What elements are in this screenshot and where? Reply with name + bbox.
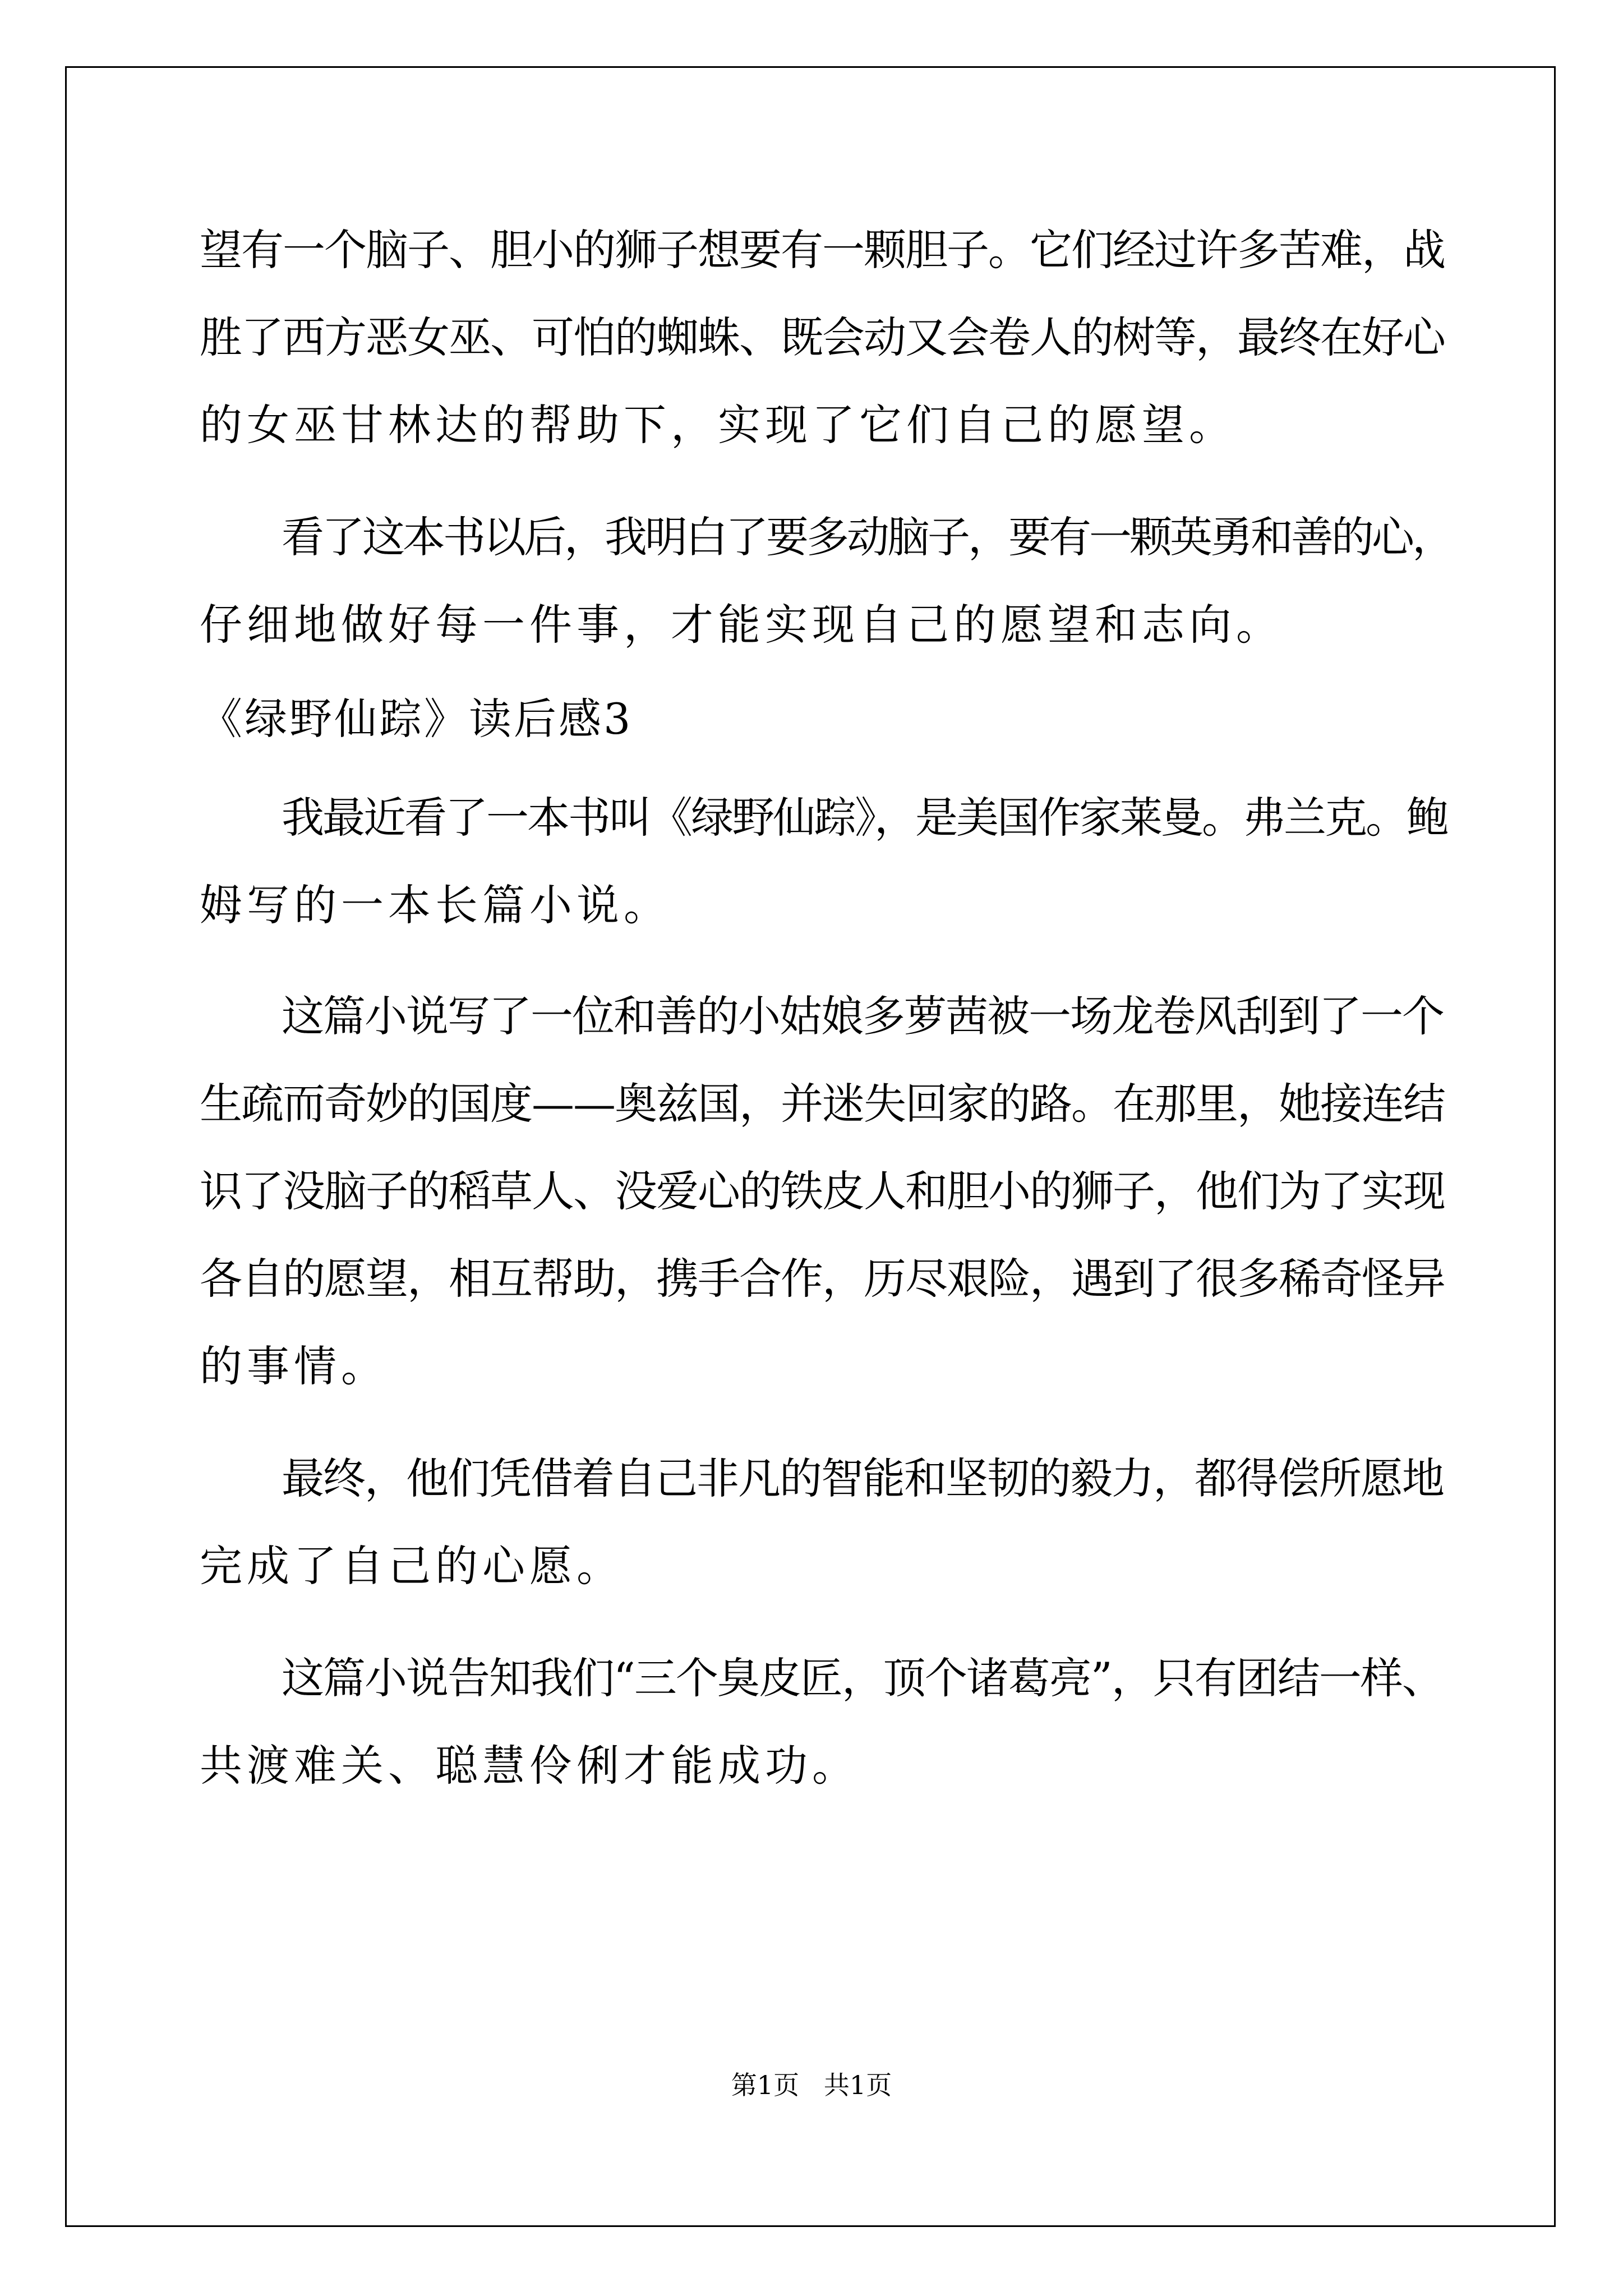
- page-border: [65, 66, 1556, 2227]
- paragraph-first-line: 最终，他们凭借着自己非凡的智能和坚韧的毅力，都得偿所愿地: [282, 1453, 1444, 1503]
- paragraph-first-line: 我最近看了一本书叫《绿野仙踪》，是美国作家莱曼。弗兰克。鲍: [282, 793, 1447, 843]
- text-line: 的女巫甘林达的帮助下，实现了它们自己的愿望。: [200, 400, 1236, 450]
- text-line: 识了没脑子的稻草人、没爱心的铁皮人和胆小的狮子，他们为了实现: [200, 1166, 1445, 1216]
- text-line: 望有一个脑子、胆小的狮子想要有一颗胆子。它们经过许多苦难，战: [200, 225, 1445, 275]
- text-line: 姆写的一本长篇小说。: [200, 880, 671, 930]
- section-heading: 《绿野仙踪》读后感3: [200, 694, 633, 744]
- text-line: 各自的愿望，相互帮助，携手合作，历尽艰险，遇到了很多稀奇怪异: [200, 1254, 1445, 1304]
- paragraph-first-line: 这篇小说告知我们“三个臭皮匠，顶个诸葛亮”，只有团结一样、: [282, 1653, 1444, 1703]
- text-line: 生疏而奇妙的国度——奥兹国，并迷失回家的路。在那里，她接连结: [200, 1079, 1445, 1129]
- text-line: 仔细地做好每一件事，才能实现自己的愿望和志向。: [200, 600, 1283, 650]
- text-line: 完成了自己的心愿。: [200, 1541, 624, 1591]
- text-line: 的事情。: [200, 1341, 388, 1391]
- paragraph-first-line: 看了这本书以后，我明白了要多动脑子，要有一颗英勇和善的心，: [282, 512, 1453, 562]
- text-line: 胜了西方恶女巫、可怕的蜘蛛、既会动又会卷人的树等，最终在好心: [200, 312, 1445, 362]
- text-line: 共渡难关、聪慧伶俐才能成功。: [200, 1741, 859, 1791]
- page-footer: 第1页 共1页: [731, 2070, 892, 2100]
- paragraph-first-line: 这篇小说写了一位和善的小姑娘多萝茜被一场龙卷风刮到了一个: [282, 991, 1444, 1041]
